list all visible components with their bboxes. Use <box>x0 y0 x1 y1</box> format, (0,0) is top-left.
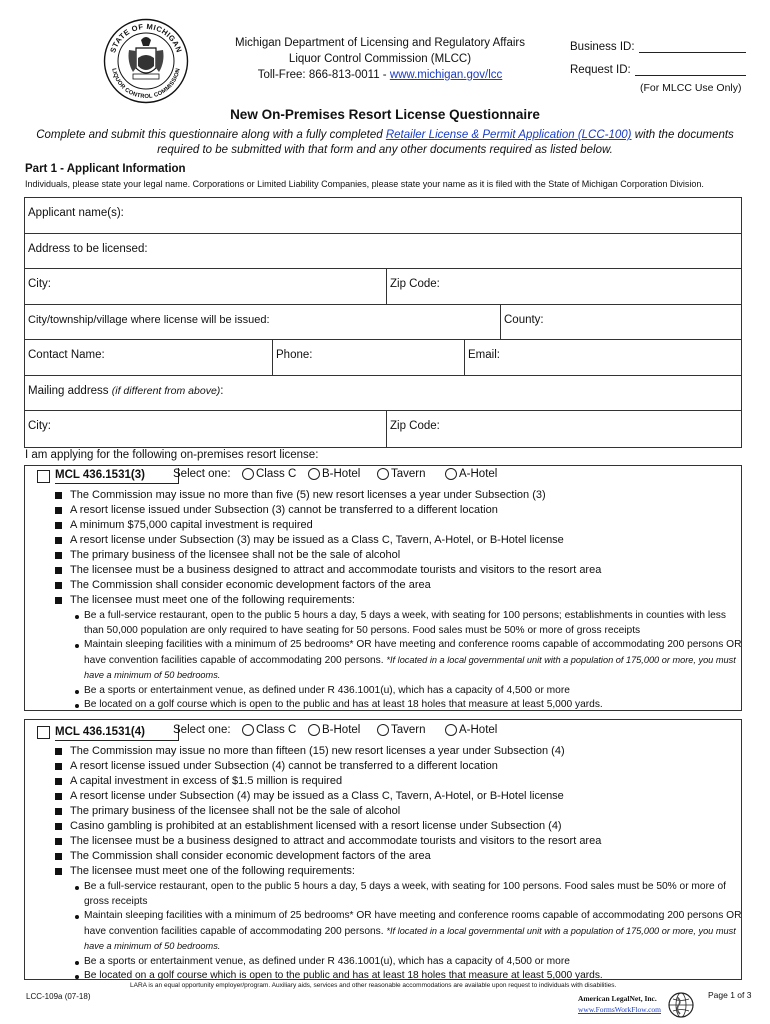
option-b-hotel[interactable] <box>308 724 360 736</box>
bedrooms-note: *If located in a local governmental unit with a population of 175,000 or more, you must have a minimum of 50 bedrooms. <box>84 654 736 680</box>
mailing-address-field[interactable] <box>25 376 741 411</box>
business-id-row <box>570 30 746 53</box>
radio-tavern[interactable] <box>377 468 389 480</box>
equal-opportunity-note: LARA is an equal opportunity employer/program. Auxiliary aids, services and other reasonable accommodations are available upon request to individuals with disabilities. <box>130 982 617 989</box>
row-contact <box>25 340 741 376</box>
option-label: B-Hotel <box>322 724 361 736</box>
sub-requirement: Be located on a golf course which is open to the public and has at least 18 holes that measure at least 5,000 yards. <box>75 698 745 713</box>
applying-statement: I am applying for the following on-premises resort license: <box>25 449 319 461</box>
option-label: A-Hotel <box>459 468 498 480</box>
radio-class-c[interactable] <box>242 468 254 480</box>
sub-requirement <box>75 638 745 684</box>
radio-tavern[interactable] <box>377 724 389 736</box>
zip-label: Zip Code: <box>390 278 440 290</box>
svg-text:STATE OF MICHIGAN: STATE OF MICHIGAN <box>108 21 184 54</box>
requirement: The Commission may issue no more than five (5) new resort licenses a year under Subsection (3) <box>55 488 601 503</box>
requirement: The Commission may issue no more than fifteen (15) new resort licenses a year under Subsection (4) <box>55 744 601 759</box>
dept-name: Michigan Department of Licensing and Regulatory Affairs <box>234 37 525 49</box>
commission-name: Liquor Control Commission (MLCC) <box>288 53 472 65</box>
contact-name-label: Contact Name: <box>28 349 105 361</box>
option-class-c[interactable] <box>242 468 296 480</box>
radio-b-hotel[interactable] <box>308 724 320 736</box>
michigan-lcc-seal <box>103 18 189 104</box>
requirements-list-3 <box>55 488 601 608</box>
zip-field[interactable] <box>387 269 741 304</box>
lcc100-link[interactable]: Retailer License & Permit Application (LCC-100) <box>385 129 632 141</box>
sub-requirement: Be a sports or entertainment venue, as defined under R 436.1001(u), which has a capacity of 4,500 or more <box>75 955 745 970</box>
sub-requirement: Be a full-service restaurant, open to the public 5 hours a day, 5 days a week, with seating for 100 persons; establishments in counties with less than 50,000 population are only required to have seating for 50 persons. Food sales must be 50% or more of gross receipts <box>75 609 745 638</box>
requirement: The primary business of the licensee shall not be the sale of alcohol <box>55 804 601 819</box>
instructions <box>30 128 740 158</box>
license-section-1531-4 <box>24 719 742 980</box>
option-tavern[interactable] <box>377 468 426 480</box>
legalnet-globe-icon <box>668 992 694 1018</box>
instructions-pre: Complete and submit this questionnaire along with a fully completed <box>36 129 386 141</box>
mailing-zip-field[interactable] <box>387 411 741 447</box>
agency-header <box>205 35 555 83</box>
row-mailing <box>25 376 741 412</box>
requirement: A resort license issued under Subsection (4) cannot be transferred to a different location <box>55 759 601 774</box>
part1-note: Individuals, please state your legal name. Corporations or Limited Liability Companies, please state your name as it is filed with the State of Michigan Corporation Division. <box>25 179 704 189</box>
phone-field[interactable] <box>273 340 465 375</box>
request-id-label: Request ID: <box>570 64 631 76</box>
form-number: LCC-109a (07-18) <box>26 992 91 1001</box>
radio-b-hotel[interactable] <box>308 468 320 480</box>
business-id-field[interactable] <box>639 39 746 53</box>
requirement: The licensee must meet one of the following requirements: <box>55 864 601 879</box>
request-id-field[interactable] <box>635 62 746 76</box>
option-label: Class C <box>256 468 297 480</box>
email-field[interactable] <box>465 340 741 375</box>
mailing-city-label: City: <box>28 420 51 432</box>
requirement: The licensee must be a business designed to attract and accommodate tourists and visitors to the resort area <box>55 834 601 849</box>
sub-requirement-text: Maintain sleeping facilities with a minimum of 25 bedrooms* OR have meeting and conference rooms capable of accommodating 200 persons OR have convention facilities capable of accommodating 200 persons. <box>84 910 742 937</box>
county-field[interactable] <box>501 305 741 340</box>
mcl-1531-3-label: MCL 436.1531(3) <box>55 468 179 484</box>
mlcc-id-block <box>570 30 746 76</box>
requirement: A resort license under Subsection (4) may be issued as a Class C, Tavern, A-Hotel, or B-Hotel license <box>55 789 601 804</box>
contact-line <box>205 67 555 83</box>
mcl-1531-4-label: MCL 436.1531(4) <box>55 725 179 741</box>
legalnet-url[interactable]: www.FormsWorkFlow.com <box>578 1005 662 1014</box>
requirement: The licensee must meet one of the following requirements: <box>55 593 601 608</box>
sub-requirement-text: Maintain sleeping facilities with a minimum of 25 bedrooms* OR have meeting and conference rooms capable of accommodating 200 persons OR have convention facilities capable of accommodating 200 persons. <box>84 639 742 666</box>
option-label: A-Hotel <box>459 724 498 736</box>
row-address <box>25 234 741 270</box>
applicant-form <box>24 197 742 448</box>
part1-heading: Part 1 - Applicant Information <box>25 163 186 175</box>
requirement: The Commission shall consider economic development factors of the area <box>55 578 601 593</box>
website-link[interactable]: www.michigan.gov/lcc <box>389 69 503 81</box>
phone-label: Phone: <box>276 349 313 361</box>
requirement: The licensee must be a business designed to attract and accommodate tourists and visitors to the resort area <box>55 563 601 578</box>
svg-text:LIQUOR CONTROL COMMISSION: LIQUOR CONTROL COMMISSION <box>110 67 182 101</box>
form-title: New On-Premises Resort License Questionnaire <box>230 107 540 122</box>
mailing-note: (if different from above) <box>111 384 221 397</box>
sub-requirement: Be a full-service restaurant, open to the public 5 hours a day, 5 days a week, with seating for 100 persons. Food sales must be 50% or more of gross receipts <box>75 880 745 909</box>
sub-requirement <box>75 909 745 955</box>
requirement: The primary business of the licensee shall not be the sale of alcohol <box>55 548 601 563</box>
requirement: A resort license issued under Subsection (3) cannot be transferred to a different location <box>55 503 601 518</box>
requirement: The Commission shall consider economic development factors of the area <box>55 849 601 864</box>
requirements-list-4 <box>55 744 601 879</box>
sub-requirement: Be located on a golf course which is open to the public and has at least 18 holes that measure at least 5,000 yards. <box>75 969 745 984</box>
tollfree: Toll-Free: 866-813-0011 - <box>257 69 390 81</box>
option-label: Class C <box>256 724 297 736</box>
mailing-city-field[interactable] <box>25 411 387 447</box>
city-label: City: <box>28 278 51 290</box>
sub-requirement: Be a sports or entertainment venue, as defined under R 436.1001(u), which has a capacity of 4,500 or more <box>75 684 745 699</box>
page-number: Page 1 of 3 <box>708 990 752 1000</box>
radio-class-c[interactable] <box>242 724 254 736</box>
contact-name-field[interactable] <box>25 340 273 375</box>
county-label: County: <box>504 313 544 326</box>
option-b-hotel[interactable] <box>308 468 360 480</box>
sub-requirements-4 <box>75 880 745 984</box>
mcl-1531-3-checkbox[interactable] <box>37 470 50 483</box>
option-label: Tavern <box>391 724 426 736</box>
applicant-name-field[interactable] <box>25 198 741 233</box>
option-label: Tavern <box>391 468 426 480</box>
instructions-post: with the documents <box>631 129 734 141</box>
mcl-1531-4-checkbox[interactable] <box>37 726 50 739</box>
address-label: Address to be licensed: <box>28 242 148 255</box>
option-a-hotel[interactable] <box>445 468 497 480</box>
select-one-label: Select one: <box>173 724 231 736</box>
address-field[interactable] <box>25 234 741 269</box>
row-city2 <box>25 411 741 447</box>
city-field[interactable] <box>25 269 387 304</box>
radio-a-hotel[interactable] <box>445 724 457 736</box>
requirement: A resort license under Subsection (3) may be issued as a Class C, Tavern, A-Hotel, or B-Hotel license <box>55 533 601 548</box>
requirement: Casino gambling is prohibited at an establishment licensed with a resort license under Subsection (4) <box>55 819 601 834</box>
option-tavern[interactable] <box>377 724 426 736</box>
legalnet-name: American LegalNet, Inc. <box>578 994 657 1003</box>
option-a-hotel[interactable] <box>445 724 497 736</box>
mailing-zip-label: Zip Code: <box>390 420 440 432</box>
license-section-1531-3 <box>24 465 742 711</box>
request-id-row <box>570 53 746 76</box>
township-label: City/township/village where license will be issued: <box>28 313 270 326</box>
row-township <box>25 305 741 341</box>
mailing-label: Mailing address <box>28 384 112 397</box>
email-label: Email: <box>468 349 500 361</box>
sub-requirements-3 <box>75 609 745 713</box>
mailing-colon: : <box>220 384 224 397</box>
bedrooms-note: *If located in a local governmental unit with a population of 175,000 or more, you must have a minimum of 50 bedrooms. <box>84 925 736 951</box>
option-class-c[interactable] <box>242 724 296 736</box>
row-applicant <box>25 198 741 234</box>
select-one-label: Select one: <box>173 468 231 480</box>
mlcc-use-note: (For MLCC Use Only) <box>640 82 742 94</box>
requirement: A minimum $75,000 capital investment is required <box>55 518 601 533</box>
applicant-name-label: Applicant name(s): <box>28 207 124 219</box>
row-city <box>25 269 741 305</box>
business-id-label: Business ID: <box>570 41 635 53</box>
requirement: A capital investment in excess of $1.5 million is required <box>55 774 601 789</box>
township-field[interactable] <box>25 305 501 340</box>
instructions-line2: required to be submitted with that form and any other documents required as listed below. <box>157 144 613 156</box>
legalnet-credit <box>578 993 661 1015</box>
radio-a-hotel[interactable] <box>445 468 457 480</box>
option-label: B-Hotel <box>322 468 361 480</box>
